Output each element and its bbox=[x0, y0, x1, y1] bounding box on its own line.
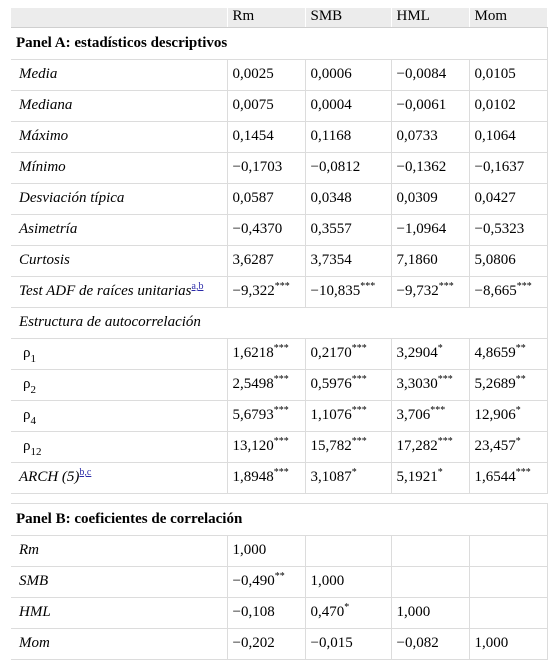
row-label bbox=[11, 90, 227, 121]
separator-cell bbox=[11, 493, 547, 503]
cell-value: 2,5498 bbox=[232, 376, 274, 392]
table-cell bbox=[227, 90, 305, 121]
panel-a-title-row bbox=[11, 27, 547, 59]
significance-stars: *** bbox=[273, 436, 289, 447]
row-label bbox=[11, 152, 227, 183]
header-cell-empty bbox=[11, 8, 227, 27]
cell-value: 1,000 bbox=[474, 635, 509, 651]
table-cell bbox=[227, 59, 305, 90]
table-cell bbox=[305, 597, 391, 628]
cell-value: 1,6218 bbox=[232, 345, 274, 361]
row-label bbox=[11, 245, 227, 276]
table-row bbox=[11, 462, 547, 493]
table-cell bbox=[227, 400, 305, 431]
table-cell bbox=[391, 462, 469, 493]
cell-value: 1,1076 bbox=[310, 407, 352, 423]
cell-value: −0,490 bbox=[232, 573, 275, 589]
row-label bbox=[11, 535, 227, 566]
header-cell-rm: Rm bbox=[227, 8, 305, 27]
cell-value: 0,1064 bbox=[474, 128, 516, 144]
row-label-text: Estructura de autocorrelación bbox=[19, 314, 201, 330]
cell-value: 3,1087 bbox=[310, 469, 352, 485]
table-cell bbox=[391, 400, 469, 431]
table-cell bbox=[227, 214, 305, 245]
cell-value: 0,0105 bbox=[474, 66, 516, 82]
table-cell bbox=[391, 369, 469, 400]
row-label-text: Rm bbox=[19, 542, 39, 558]
significance-stars: * bbox=[437, 467, 443, 478]
significance-stars: *** bbox=[516, 281, 532, 292]
row-label bbox=[11, 431, 227, 462]
cell-value: 3,2904 bbox=[396, 345, 438, 361]
cell-value: −0,108 bbox=[232, 604, 275, 620]
table-cell bbox=[305, 628, 391, 659]
table-row bbox=[11, 535, 547, 566]
cell-value: 5,2689 bbox=[474, 376, 516, 392]
significance-stars: *** bbox=[351, 436, 367, 447]
table-cell bbox=[227, 431, 305, 462]
significance-stars: * bbox=[344, 602, 350, 613]
cell-value: 0,0427 bbox=[474, 190, 516, 206]
table-cell bbox=[227, 245, 305, 276]
cell-value: −8,665 bbox=[474, 283, 517, 299]
cell-value: 1,000 bbox=[232, 542, 267, 558]
table-row bbox=[11, 59, 547, 90]
cell-value: 3,6287 bbox=[232, 252, 274, 268]
table-cell bbox=[391, 597, 469, 628]
table-cell bbox=[469, 566, 547, 597]
cell-value: −9,322 bbox=[232, 283, 275, 299]
significance-stars: * bbox=[437, 343, 443, 354]
row-label bbox=[11, 183, 227, 214]
table-cell bbox=[227, 566, 305, 597]
cell-value: 0,5976 bbox=[310, 376, 352, 392]
cell-value: 5,0806 bbox=[474, 252, 516, 268]
significance-stars: ** bbox=[515, 374, 526, 385]
row-label bbox=[11, 338, 227, 369]
table-row bbox=[11, 245, 547, 276]
row-label bbox=[11, 307, 547, 338]
table-cell bbox=[305, 183, 391, 214]
cell-value: 5,1921 bbox=[396, 469, 438, 485]
table-cell bbox=[305, 462, 391, 493]
cell-value: 13,120 bbox=[232, 438, 274, 454]
table-cell bbox=[469, 121, 547, 152]
table-cell bbox=[305, 369, 391, 400]
row-label-text: Desviación típica bbox=[19, 190, 125, 206]
cell-value: 0,1454 bbox=[232, 128, 274, 144]
table-cell bbox=[469, 535, 547, 566]
row-label-text: Test ADF de raíces unitarias bbox=[19, 283, 192, 299]
panel-b-title-row bbox=[11, 503, 547, 535]
table-cell bbox=[469, 597, 547, 628]
significance-stars: *** bbox=[273, 405, 289, 416]
cell-value: 0,0733 bbox=[396, 128, 438, 144]
row-label bbox=[11, 369, 227, 400]
table-cell bbox=[469, 462, 547, 493]
cell-value: −10,835 bbox=[310, 283, 361, 299]
table-cell bbox=[391, 566, 469, 597]
cell-value: −0,1637 bbox=[474, 159, 525, 175]
table-cell bbox=[305, 214, 391, 245]
table-cell bbox=[227, 152, 305, 183]
cell-value: 0,0309 bbox=[396, 190, 438, 206]
table-cell bbox=[391, 431, 469, 462]
table-cell bbox=[391, 121, 469, 152]
table-cell bbox=[469, 369, 547, 400]
header-cell-smb: SMB bbox=[305, 8, 391, 27]
table-cell bbox=[391, 59, 469, 90]
cell-value: 0,0006 bbox=[310, 66, 352, 82]
significance-stars: *** bbox=[351, 374, 367, 385]
row-label-text: ρ bbox=[23, 345, 31, 361]
cell-value: 1,8948 bbox=[232, 469, 274, 485]
table-row bbox=[11, 369, 547, 400]
table-cell bbox=[469, 183, 547, 214]
table-cell bbox=[227, 597, 305, 628]
table-cell bbox=[391, 276, 469, 307]
significance-stars: *** bbox=[273, 343, 289, 354]
cell-value: −0,0812 bbox=[310, 159, 361, 175]
lag-subscript: 1 bbox=[30, 353, 36, 365]
cell-value: −0,0084 bbox=[396, 66, 447, 82]
table-row bbox=[11, 121, 547, 152]
significance-stars: *** bbox=[430, 405, 446, 416]
cell-value: −0,4370 bbox=[232, 221, 283, 237]
cell-value: −9,732 bbox=[396, 283, 439, 299]
table-cell bbox=[469, 628, 547, 659]
table-row bbox=[11, 628, 547, 659]
row-label bbox=[11, 597, 227, 628]
table-row bbox=[11, 152, 547, 183]
table-cell bbox=[391, 90, 469, 121]
cell-value: 23,457 bbox=[474, 438, 516, 454]
table-cell bbox=[305, 152, 391, 183]
row-label-text: ρ bbox=[23, 407, 31, 423]
table-row bbox=[11, 566, 547, 597]
table-cell bbox=[305, 276, 391, 307]
significance-stars: * bbox=[515, 405, 521, 416]
table-row bbox=[11, 307, 547, 338]
table-cell bbox=[305, 431, 391, 462]
cell-value: 3,3030 bbox=[396, 376, 438, 392]
table-cell bbox=[227, 121, 305, 152]
cell-value: 7,1860 bbox=[396, 252, 438, 268]
table-body bbox=[11, 8, 547, 659]
table-row bbox=[11, 597, 547, 628]
cell-value: −0,082 bbox=[396, 635, 439, 651]
significance-stars: *** bbox=[273, 374, 289, 385]
table-cell bbox=[469, 338, 547, 369]
cell-value: 0,3557 bbox=[310, 221, 352, 237]
cell-value: 1,6544 bbox=[474, 469, 516, 485]
table-row bbox=[11, 90, 547, 121]
cell-value: −0,1703 bbox=[232, 159, 283, 175]
row-label-text: Mediana bbox=[19, 97, 73, 113]
table-cell bbox=[227, 462, 305, 493]
cell-value: 17,282 bbox=[396, 438, 438, 454]
cell-value: 0,2170 bbox=[310, 345, 352, 361]
footnote-link[interactable]: b,c bbox=[79, 467, 92, 478]
table-cell bbox=[227, 338, 305, 369]
significance-stars: *** bbox=[438, 281, 454, 292]
cell-value: 5,6793 bbox=[232, 407, 274, 423]
table-cell bbox=[469, 90, 547, 121]
table-cell bbox=[305, 59, 391, 90]
table-row bbox=[11, 400, 547, 431]
row-label-text: Mom bbox=[19, 635, 50, 651]
table-row bbox=[11, 214, 547, 245]
row-label bbox=[11, 214, 227, 245]
cell-value: 4,8659 bbox=[474, 345, 516, 361]
table-cell bbox=[227, 183, 305, 214]
table-row bbox=[11, 431, 547, 462]
row-label bbox=[11, 400, 227, 431]
significance-stars: ** bbox=[515, 343, 526, 354]
row-label-text: Mínimo bbox=[19, 159, 66, 175]
header-cell-mom: Mom bbox=[469, 8, 547, 27]
table-cell bbox=[305, 121, 391, 152]
cell-value: −0,015 bbox=[310, 635, 353, 651]
row-label-text: Máximo bbox=[19, 128, 69, 144]
statistics-table bbox=[11, 8, 548, 660]
significance-stars: *** bbox=[351, 405, 367, 416]
cell-value: −0,0061 bbox=[396, 97, 447, 113]
row-label-text: Asimetría bbox=[19, 221, 78, 237]
cell-value: 0,0348 bbox=[310, 190, 352, 206]
table-cell bbox=[469, 400, 547, 431]
lag-subscript: 4 bbox=[30, 415, 36, 427]
row-label-text: Media bbox=[19, 66, 58, 82]
table-cell bbox=[227, 276, 305, 307]
cell-value: 3,7354 bbox=[310, 252, 352, 268]
panel-a-title: Panel A: estadísticos descriptivos bbox=[11, 27, 547, 59]
cell-value: 0,0075 bbox=[232, 97, 274, 113]
cell-value: 0,0102 bbox=[474, 97, 516, 113]
table-cell bbox=[391, 152, 469, 183]
significance-stars: *** bbox=[360, 281, 376, 292]
row-label bbox=[11, 462, 227, 493]
cell-value: 12,906 bbox=[474, 407, 516, 423]
row-label bbox=[11, 628, 227, 659]
cell-value: 0,1168 bbox=[310, 128, 352, 144]
cell-value: −0,1362 bbox=[396, 159, 447, 175]
table-cell bbox=[305, 245, 391, 276]
row-label bbox=[11, 566, 227, 597]
table-cell bbox=[305, 90, 391, 121]
table-cell bbox=[227, 535, 305, 566]
cell-value: 1,000 bbox=[310, 573, 345, 589]
row-label-text: SMB bbox=[19, 573, 49, 589]
table-cell bbox=[305, 566, 391, 597]
table-cell bbox=[391, 183, 469, 214]
table-cell bbox=[469, 59, 547, 90]
table-cell bbox=[391, 535, 469, 566]
table-cell bbox=[469, 152, 547, 183]
lag-subscript: 2 bbox=[30, 384, 36, 396]
panel-b-title: Panel B: coeficientes de correlación bbox=[11, 503, 547, 535]
significance-stars: *** bbox=[437, 436, 453, 447]
table-cell bbox=[227, 628, 305, 659]
footnote-link[interactable]: a,b bbox=[191, 281, 204, 292]
significance-stars: *** bbox=[351, 343, 367, 354]
cell-value: 0,0025 bbox=[232, 66, 274, 82]
significance-stars: * bbox=[351, 467, 357, 478]
panel-separator bbox=[11, 493, 547, 503]
significance-stars: *** bbox=[515, 467, 531, 478]
table-cell bbox=[391, 628, 469, 659]
table-cell bbox=[469, 276, 547, 307]
table-cell bbox=[391, 214, 469, 245]
cell-value: 0,0587 bbox=[232, 190, 274, 206]
significance-stars: *** bbox=[437, 374, 453, 385]
table-cell bbox=[469, 214, 547, 245]
table-cell bbox=[305, 400, 391, 431]
significance-stars: *** bbox=[274, 281, 290, 292]
table-cell bbox=[391, 245, 469, 276]
row-label-text: ARCH (5) bbox=[19, 469, 80, 485]
table-row bbox=[11, 276, 547, 307]
table-cell bbox=[391, 338, 469, 369]
table-row bbox=[11, 183, 547, 214]
row-label-text: ρ bbox=[23, 438, 31, 454]
row-label-text: ρ bbox=[23, 376, 31, 392]
header-cell-hml: HML bbox=[391, 8, 469, 27]
lag-subscript: 12 bbox=[30, 446, 42, 458]
cell-value: −1,0964 bbox=[396, 221, 447, 237]
cell-value: −0,5323 bbox=[474, 221, 525, 237]
table-row bbox=[11, 338, 547, 369]
significance-stars: ** bbox=[274, 571, 285, 582]
row-label bbox=[11, 121, 227, 152]
cell-value: 3,706 bbox=[396, 407, 431, 423]
significance-stars: *** bbox=[273, 467, 289, 478]
table-cell bbox=[305, 535, 391, 566]
table-cell bbox=[305, 338, 391, 369]
row-label-text: Curtosis bbox=[19, 252, 70, 268]
table-cell bbox=[227, 369, 305, 400]
table-cell bbox=[469, 431, 547, 462]
header-row bbox=[11, 8, 547, 27]
row-label-text: HML bbox=[19, 604, 51, 620]
cell-value: 0,0004 bbox=[310, 97, 352, 113]
cell-value: 15,782 bbox=[310, 438, 352, 454]
row-label bbox=[11, 276, 227, 307]
row-label bbox=[11, 59, 227, 90]
cell-value: 1,000 bbox=[396, 604, 431, 620]
significance-stars: * bbox=[515, 436, 521, 447]
cell-value: 0,470 bbox=[310, 604, 345, 620]
cell-value: −0,202 bbox=[232, 635, 275, 651]
table-cell bbox=[469, 245, 547, 276]
